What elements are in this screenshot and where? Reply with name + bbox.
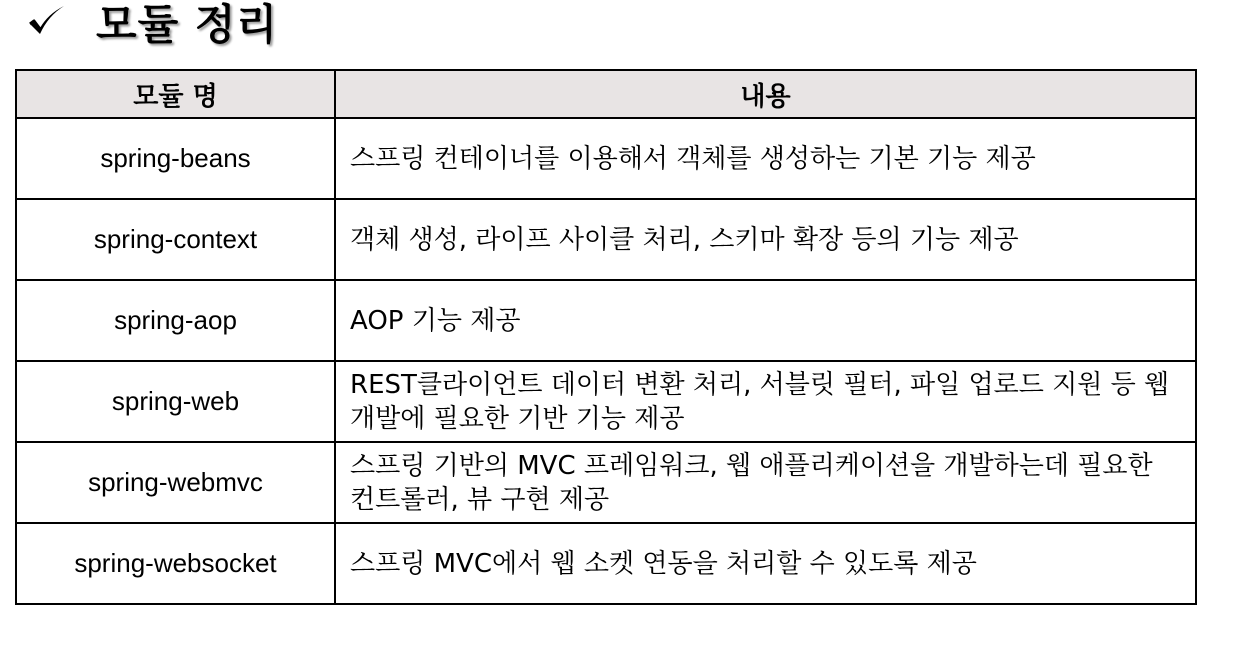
table-row xyxy=(16,361,1196,442)
description-cell xyxy=(335,523,1196,604)
description-text: REST클라이언트 데이터 변환 처리, 서블릿 필터, 파일 업로드 지원 등 웹 개발에 필요한 기반 기능 제공 xyxy=(350,369,1170,434)
column-header-description: 내용 xyxy=(335,70,1196,118)
module-name-cell: spring-websocket xyxy=(16,523,335,604)
table-row xyxy=(16,523,1196,604)
description-cell xyxy=(335,442,1196,523)
module-name-cell: spring-web xyxy=(16,361,335,442)
module-table xyxy=(15,69,1197,605)
description-text: 스프링 MVC에서 웹 소켓 연동을 처리할 수 있도록 제공 xyxy=(350,548,977,579)
module-name-cell: spring-aop xyxy=(16,280,335,361)
module-name-cell: spring-context xyxy=(16,199,335,280)
module-name-cell: spring-beans xyxy=(16,118,335,199)
title-row xyxy=(26,0,278,52)
table-header-row xyxy=(16,70,1196,118)
description-cell xyxy=(335,199,1196,280)
table-row xyxy=(16,442,1196,523)
description-cell xyxy=(335,361,1196,442)
column-header-module-name: 모듈 명 xyxy=(16,70,335,118)
description-cell xyxy=(335,118,1196,199)
description-text: 스프링 기반의 MVC 프레임워크, 웹 애플리케이션을 개발하는데 필요한 컨트롤러, 뷰 구현 제공 xyxy=(350,450,1153,515)
page-title: 모듈 정리 xyxy=(96,0,278,49)
description-text: 객체 생성, 라이프 사이클 처리, 스키마 확장 등의 기능 제공 xyxy=(350,224,1019,255)
description-text: AOP 기능 제공 xyxy=(350,305,521,336)
table-row xyxy=(16,199,1196,280)
description-text: 스프링 컨테이너를 이용해서 객체를 생성하는 기본 기능 제공 xyxy=(350,143,1036,174)
module-name-cell: spring-webmvc xyxy=(16,442,335,523)
description-cell xyxy=(335,280,1196,361)
check-mark-icon xyxy=(26,2,66,42)
table-row xyxy=(16,118,1196,199)
table-row xyxy=(16,280,1196,361)
